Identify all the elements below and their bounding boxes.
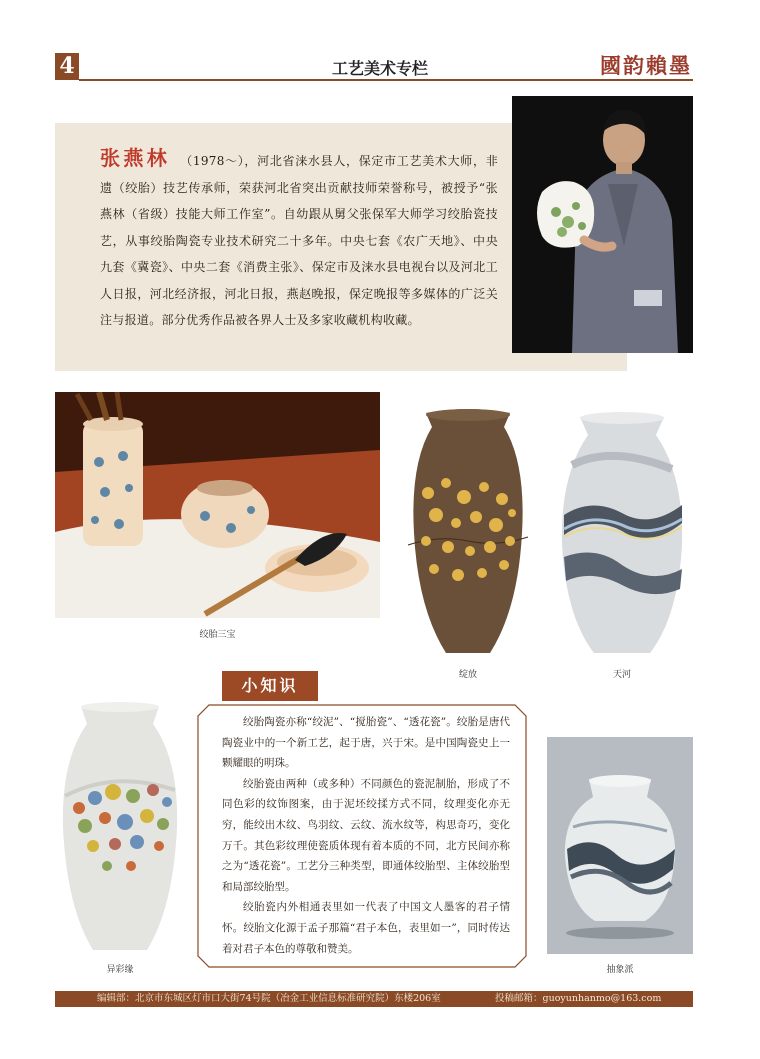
- bloom-vase-photo: [398, 405, 538, 660]
- brand-logo: 國韵賴墨: [600, 53, 692, 78]
- header-rule: [79, 79, 693, 81]
- abstract-vase-photo: [547, 737, 693, 954]
- footer-email: 投稿邮箱：guoyunhanmo@163.com: [495, 993, 662, 1004]
- knowledge-paragraph: 绞胎瓷内外相通表里如一代表了中国文人墨客的君子情怀。绞胎文化源于孟子那篇“君子本色，表里如一”，同时传达着对君子本色的尊敬和赞美。: [222, 901, 510, 955]
- knowledge-label: 小知识: [222, 671, 318, 701]
- artist-name: 张燕林: [100, 146, 171, 170]
- knowledge-paragraph: 绞胎瓷由两种（或多种）不同颜色的瓷泥制胎，形成了不同色彩的纹饰图案，由于泥坯绞揉方式不同，纹理变化亦无穷，能绞出木纹、鸟羽纹、云纹、流水纹等，构思奇巧，变化万千。其色彩纹理使瓷质体现有着本质的不同，北方民间亦称之为“透花瓷”。工艺分三种类型，即通体绞胎型、主体绞胎型和局部绞胎型。: [222, 777, 510, 893]
- footer-bar: [55, 991, 693, 1007]
- column-title: 工艺美术专栏: [331, 59, 428, 78]
- bio-text-block: [100, 145, 498, 334]
- caption-study-set: 绞胎三宝: [199, 630, 236, 640]
- study-set-photo: [55, 392, 380, 618]
- milky-way-vase-photo: [552, 405, 692, 660]
- caption-abstract: 抽象派: [606, 965, 634, 975]
- bio-paragraph: （1978～），河北省涞水县人，保定市工艺美术大师，非遗（绞胎）技艺传承师，荣获河北省突出贡献技师荣誉称号，被授予“张燕林（省级）技能大师工作室”。自幼跟从舅父张保军大师学习绞胎瓷技艺，从事绞胎陶瓷专业技术研究二十多年。中央七套《农广天地》、中央九套《冀瓷》、中央二套《消费主张》、保定市及涞水县电视台以及河北工人日报，河北经济报，河北日报，燕赵晚报，保定晚报等多媒体的广泛关注与报道。部分优秀作品被各界人士及多家收藏机构收藏。: [100, 154, 498, 327]
- caption-bloom: 绽放: [458, 670, 477, 680]
- knowledge-paragraph: 绞胎陶瓷亦称“绞泥”、“搅胎瓷”、“透花瓷”。绞胎是唐代陶瓷业中的一个新工艺，起于唐，兴于宋。是中国陶瓷史上一颗耀眼的明珠。: [222, 716, 510, 770]
- caption-milky-way: 天河: [612, 670, 631, 680]
- artist-portrait-photo: [512, 96, 693, 353]
- knowledge-text: [222, 712, 510, 959]
- page-number: 4: [55, 53, 79, 80]
- colored-rings-vase-photo: [55, 700, 185, 955]
- caption-colored-rings: 异彩缘: [106, 965, 134, 975]
- footer-address: 编辑部：北京市东城区灯市口大街74号院（冶金工业信息标准研究院）东楼206室: [97, 993, 441, 1004]
